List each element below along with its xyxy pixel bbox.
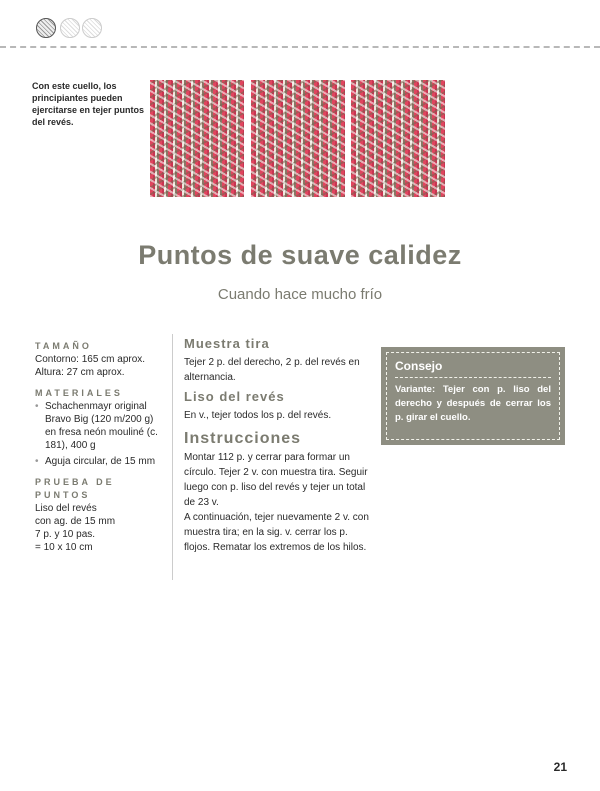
gauge-text: con ag. de 15 mm — [35, 516, 116, 527]
instructions-text: Montar 112 p. y cerrar para formar un círculo. Tejer 2 v. con muestra tira. Seguir luego con p. liso del revés y tejer un total de 23 v. — [184, 452, 368, 508]
reverse-stitch-heading: Liso del revés — [184, 389, 285, 404]
material-item: • Aguja circular, de 15 mm — [45, 455, 165, 468]
yarn-ball-icon — [60, 18, 80, 38]
stitch-pattern-text: Tejer 2 p. del derecho, 2 p. del revés en alternancia. — [184, 357, 360, 383]
gauge-text: Liso del revés — [35, 503, 97, 514]
dashed-divider — [0, 46, 600, 48]
page-title: Puntos de suave calidez — [138, 240, 462, 270]
stitch-pattern-heading: Muestra tira — [184, 336, 270, 351]
gauge-text: 7 p. y 10 pas. — [35, 529, 96, 540]
specs-column — [35, 340, 165, 554]
instructions-text: A continuación, tejer nuevamente 2 v. con muestra tira; en la sig. v. cerrar los p. flojos. Rematar los extremos de los hilos. — [184, 512, 369, 553]
knit-photo-1 — [150, 80, 244, 197]
yarn-ball-icon — [82, 18, 102, 38]
page-subtitle: Cuando hace mucho frío — [217, 286, 383, 303]
reverse-stitch-text: En v., tejer todos los p. del revés. — [184, 410, 332, 421]
size-text: Contorno: 165 cm aprox. — [35, 354, 146, 365]
gauge-text: = 10 x 10 cm — [35, 542, 93, 553]
yarn-ball-icon — [36, 18, 56, 38]
size-heading: TAMAÑO — [35, 341, 92, 351]
photo-caption: Con este cuello, los principiantes pueden ejercitarse en tejer puntos del revés. — [32, 81, 145, 127]
knit-photo-2 — [251, 80, 345, 197]
materials-heading: MATERIALES — [35, 388, 123, 398]
tip-heading: Consejo — [395, 359, 551, 378]
column-divider — [172, 334, 173, 580]
tip-text: Variante: Tejer con p. liso del derecho y después de cerrar los p. girar el cuello. — [395, 384, 551, 423]
instructions-column — [184, 336, 369, 555]
tip-box — [381, 347, 565, 445]
material-item: • Schachenmayr original Bravo Big (120 m/200 g) en fresa neón mouliné (c. 181), 400 g — [45, 400, 165, 452]
page-number: 21 — [553, 760, 567, 774]
knit-photo-3 — [351, 80, 445, 197]
size-text: Altura: 27 cm aprox. — [35, 367, 125, 378]
instructions-heading: Instrucciones — [184, 430, 302, 447]
gauge-heading: PRUEBA DE PUNTOS — [35, 477, 115, 500]
